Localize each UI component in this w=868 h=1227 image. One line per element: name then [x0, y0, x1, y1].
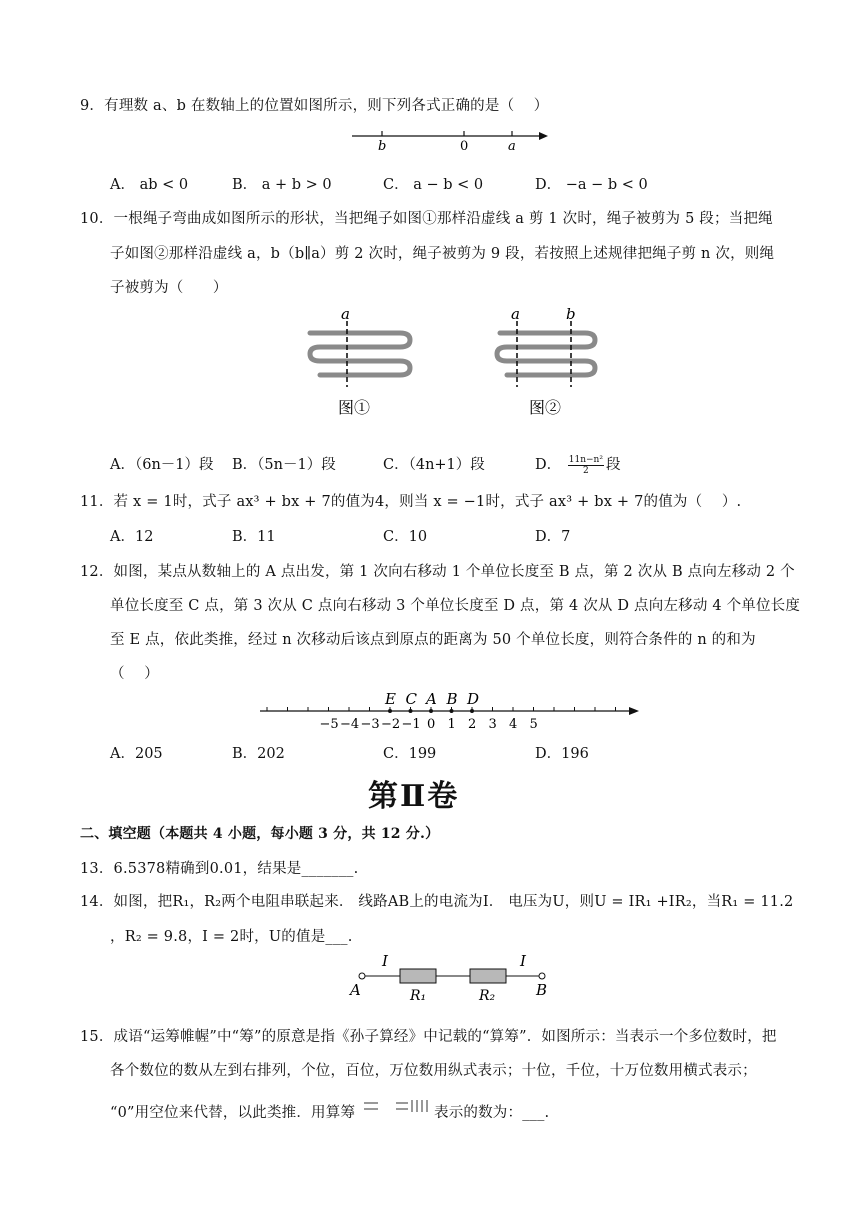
- q14-stem-line2: ，R₂ = 9.8，I = 2时，U的值是___.: [110, 929, 353, 945]
- q12-point-label-c: C: [405, 690, 417, 708]
- q10-option-c: C．（4n+1）段: [383, 457, 485, 473]
- q10-figure-2: [485, 305, 610, 415]
- q9-stem: 9．有理数 a、b 在数轴上的位置如图所示，则下列各式正确的是（ ）: [80, 98, 549, 114]
- q10-option-d-fraction: [568, 455, 604, 476]
- q10-fig2-caption: 图②: [529, 398, 562, 415]
- q12-tick-label: 2: [468, 717, 477, 732]
- q14-label-i-right: I: [520, 952, 526, 970]
- q9-option-a: A． ab < 0: [110, 177, 189, 193]
- q12-tick-label: 5: [529, 717, 538, 732]
- q10-figure-1: [300, 305, 425, 415]
- q12-point-e: [388, 709, 392, 713]
- q12-option-d: D．196: [535, 746, 589, 762]
- q13-stem: 13．6.5378精确到0.01，结果是_______.: [80, 861, 359, 877]
- q12-number-line: [255, 686, 645, 736]
- q9-option-b: B． a + b > 0: [232, 177, 332, 193]
- q12-tick-label: 1: [447, 717, 456, 732]
- q14-stem-line1: 14．如图，把R₁，R₂两个电阻串联起来． 线路AB上的电流为I． 电压为U，则U = IR₁ +IR₂，当R₁ = 11.2: [80, 894, 794, 910]
- q11-option-b: B．11: [232, 529, 276, 545]
- q15-stem-line3-suffix: 表示的数为：___.: [434, 1105, 550, 1121]
- q14-label-r1: R₁: [410, 988, 427, 1004]
- q15-stem-line1: 15．成语“运筹帷幄”中“筹”的原意是指《孙子算经》中记载的“算筹”．如图所示：当表示一个多位数时，把: [80, 1029, 777, 1045]
- q12-tick-label: −2: [381, 717, 401, 732]
- q12-point-label-d: D: [467, 690, 480, 708]
- q11-option-c: C．10: [383, 529, 428, 545]
- q12-option-a: A．205: [110, 746, 163, 762]
- q10-option-d-suffix: 段: [605, 457, 621, 473]
- q10-stem-line3: 子被剪为（ ）: [110, 280, 228, 296]
- q14-circuit: [348, 952, 558, 1007]
- q12-point-d: [470, 709, 474, 713]
- q12-tick-label: 3: [488, 717, 497, 732]
- q10-option-d-prefix: D．: [535, 457, 562, 473]
- q9-option-c: C． a − b < 0: [383, 177, 484, 193]
- q14-label-i-left: I: [382, 952, 388, 970]
- q12-point-label-b: B: [446, 690, 458, 708]
- q10-stem-line2: 子如图②那样沿虚线 a，b（b∥a）剪 2 次时，绳子被剪为 9 段，若按照上述规律把绳子剪 n 次，则绳: [110, 246, 775, 262]
- q10-fig1-label-a: a: [341, 305, 350, 323]
- q12-point-c: [409, 709, 413, 713]
- q11-stem: 11．若 x = 1时，式子 ax³ + bx + 7的值为4，则当 x = −1时，式子 ax³ + bx + 7的值为（ ）.: [80, 494, 742, 510]
- section-heading: 二、填空题（本题共 4 小题，每小题 3 分，共 12 分.）: [80, 826, 440, 842]
- q12-stem-line2: 单位长度至 C 点，第 3 次从 C 点向右移动 3 个单位长度至 D 点，第 4 次从 D 点向左移动 4 个单位长度: [110, 598, 801, 614]
- q12-tick-label: −1: [401, 717, 421, 732]
- q10-stem-line1: 10．一根绳子弯曲成如图所示的形状，当把绳子如图①那样沿虚线 a 剪 1 次时，绳子被剪为 5 段；当把绳: [80, 211, 773, 227]
- q10-option-d-numerator: 11n−n²: [568, 454, 603, 465]
- q12-point-label-a: A: [426, 690, 437, 708]
- counting-rods-icon: [362, 1098, 432, 1116]
- q12-tick-label: 4: [509, 717, 518, 732]
- q10-fig1-caption: 图①: [338, 398, 371, 415]
- q10-fig2-label-b: b: [566, 305, 576, 323]
- q14-label-b: B: [536, 981, 548, 999]
- q12-option-b: B．202: [232, 746, 285, 762]
- q10-option-a: A．（6n－1）段: [110, 457, 214, 473]
- q15-stem-line3-prefix: “0”用空位来代替，以此类推．用算筹: [110, 1105, 356, 1121]
- q9-option-d: D． −a − b < 0: [535, 177, 648, 193]
- q12-stem-line4: （ ）: [110, 666, 159, 682]
- q11-option-a: A．12: [110, 529, 154, 545]
- q12-tick-label: −3: [360, 717, 380, 732]
- q9-label-0: 0: [460, 139, 469, 154]
- q10-fig2-label-a: a: [511, 305, 520, 323]
- resistor-r1: [400, 969, 436, 983]
- q12-point-b: [450, 709, 454, 713]
- q12-option-c: C．199: [383, 746, 437, 762]
- q12-stem-line1: 12．如图，某点从数轴上的 A 点出发，第 1 次向右移动 1 个单位长度至 B 点，第 2 次从 B 点向左移动 2 个: [80, 564, 795, 580]
- q9-number-line: [350, 126, 550, 154]
- q15-stem-line2: 各个数位的数从左到右排列，个位，百位，万位数用纵式表示；十位，千位，十万位数用横式表示；: [110, 1063, 757, 1079]
- q10-option-d: [535, 453, 620, 476]
- q12-stem-line3: 至 E 点，依此类推，经过 n 次移动后该点到原点的距离为 50 个单位长度，则符合条件的 n 的和为: [110, 632, 756, 648]
- q10-option-b: B．（5n－1）段: [232, 457, 336, 473]
- q12-tick-label: 0: [427, 717, 436, 732]
- section-title: 第Ⅱ卷: [368, 779, 460, 814]
- q9-label-b: b: [378, 139, 387, 154]
- q14-label-a: A: [350, 981, 361, 999]
- q9-label-a: a: [508, 139, 516, 154]
- q12-tick-label: −4: [340, 717, 360, 732]
- q10-option-d-denominator: 2: [582, 465, 589, 476]
- q11-option-d: D．7: [535, 529, 571, 545]
- q14-label-r2: R₂: [479, 988, 496, 1004]
- resistor-r2: [470, 969, 506, 983]
- q12-point-label-e: E: [385, 690, 396, 708]
- q12-point-a: [429, 709, 433, 713]
- q12-tick-label: −5: [319, 717, 339, 732]
